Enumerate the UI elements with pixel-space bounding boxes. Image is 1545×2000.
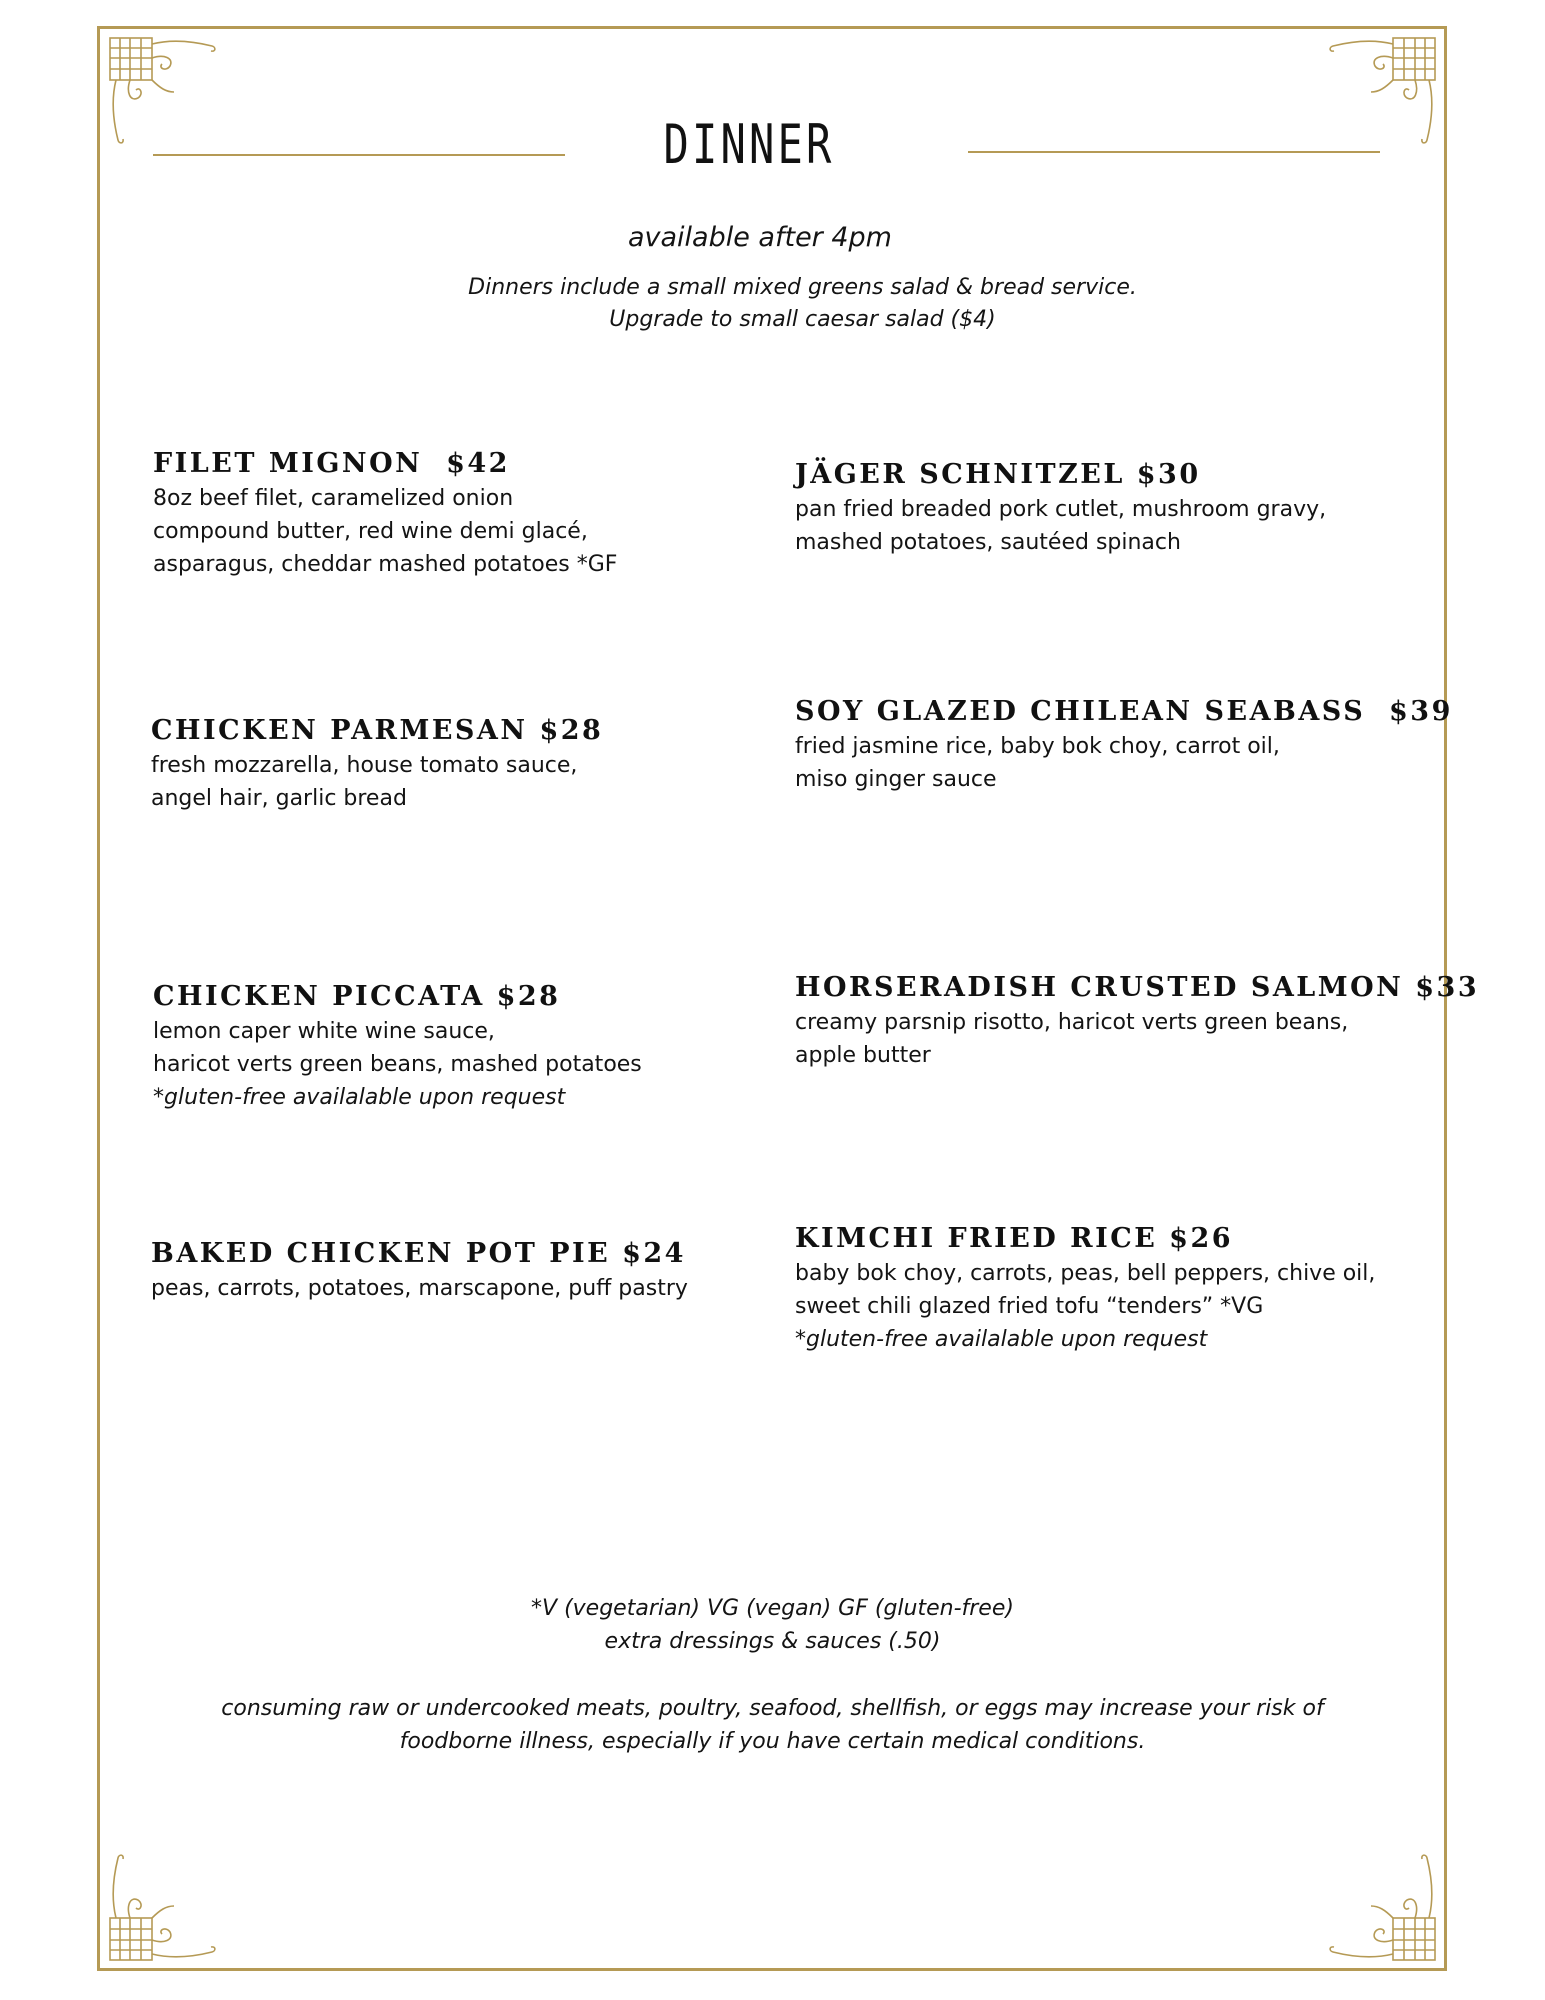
corner-ornament-bottom-left xyxy=(108,1850,220,1962)
title-rule-left xyxy=(153,154,565,156)
item-name: HORSERADISH CRUSTED SALMON $33 xyxy=(795,972,1480,1003)
corner-ornament-bottom-right xyxy=(1325,1850,1437,1962)
item-name: FILET MIGNON $42 xyxy=(153,448,510,479)
item-description-line: compound butter, red wine demi glacé, xyxy=(153,519,588,544)
dietary-legend: *V (vegetarian) VG (vegan) GF (gluten-free) xyxy=(531,1596,1014,1621)
item-description-line: fried jasmine rice, baby bok choy, carrot oil, xyxy=(795,734,1280,759)
item-description-line: miso ginger sauce xyxy=(795,767,997,792)
extras-note: extra dressings & sauces (.50) xyxy=(604,1629,941,1654)
menu-item-filet-mignon xyxy=(153,446,617,581)
menu-item-chilean-seabass xyxy=(795,694,1453,796)
consumption-warning-line-1: consuming raw or undercooked meats, poultry, seafood, shellfish, or eggs may increase your risk of xyxy=(221,1696,1324,1721)
intro-line-2: Upgrade to small caesar salad ($4) xyxy=(609,307,996,332)
consumption-warning-line-2: foodborne illness, especially if you have certain medical conditions. xyxy=(399,1729,1146,1754)
menu-item-chicken-piccata xyxy=(153,979,642,1114)
item-description-line: baby bok choy, carrots, peas, bell peppers, chive oil, xyxy=(795,1261,1376,1286)
page-title: DINNER xyxy=(663,113,835,176)
menu-item-chicken-parmesan xyxy=(151,713,603,815)
menu-item-chicken-pot-pie xyxy=(151,1236,688,1305)
item-description-line: sweet chili glazed fried tofu “tenders” *VG xyxy=(795,1294,1264,1319)
item-description-line: apple butter xyxy=(795,1043,931,1068)
menu-item-kimchi-fried-rice xyxy=(795,1221,1375,1356)
item-note: *gluten-free availalable upon request xyxy=(153,1085,566,1110)
item-description-line: haricot verts green beans, mashed potatoes xyxy=(153,1052,642,1077)
item-description-line: asparagus, cheddar mashed potatoes *GF xyxy=(153,552,618,577)
item-description-line: fresh mozzarella, house tomato sauce, xyxy=(151,753,578,778)
corner-ornament-top-right xyxy=(1325,36,1437,148)
menu-item-horseradish-salmon xyxy=(795,970,1479,1072)
item-description-line: lemon caper white wine sauce, xyxy=(153,1019,495,1044)
item-name: SOY GLAZED CHILEAN SEABASS $39 xyxy=(795,696,1453,727)
item-description-line: angel hair, garlic bread xyxy=(151,786,407,811)
corner-ornament-top-left xyxy=(108,36,220,148)
menu-item-jager-schnitzel xyxy=(795,457,1326,559)
item-name: CHICKEN PICCATA $28 xyxy=(153,981,561,1012)
availability-subtitle: available after 4pm xyxy=(627,222,892,253)
intro-line-1: Dinners include a small mixed greens salad & bread service. xyxy=(468,275,1137,300)
item-description-line: mashed potatoes, sautéed spinach xyxy=(795,530,1181,555)
item-note: *gluten-free availalable upon request xyxy=(795,1327,1208,1352)
item-description-line: creamy parsnip risotto, haricot verts green beans, xyxy=(795,1010,1349,1035)
item-description-line: pan fried breaded pork cutlet, mushroom gravy, xyxy=(795,497,1327,522)
item-description-line: peas, carrots, potatoes, marscapone, puff pastry xyxy=(151,1276,688,1301)
title-rule-right xyxy=(968,151,1380,153)
item-name: BAKED CHICKEN POT PIE $24 xyxy=(151,1238,686,1269)
item-name: CHICKEN PARMESAN $28 xyxy=(151,715,604,746)
item-description-line: 8oz beef filet, caramelized onion xyxy=(153,486,514,511)
item-name: JÄGER SCHNITZEL $30 xyxy=(795,459,1201,490)
item-name: KIMCHI FRIED RICE $26 xyxy=(795,1223,1234,1254)
